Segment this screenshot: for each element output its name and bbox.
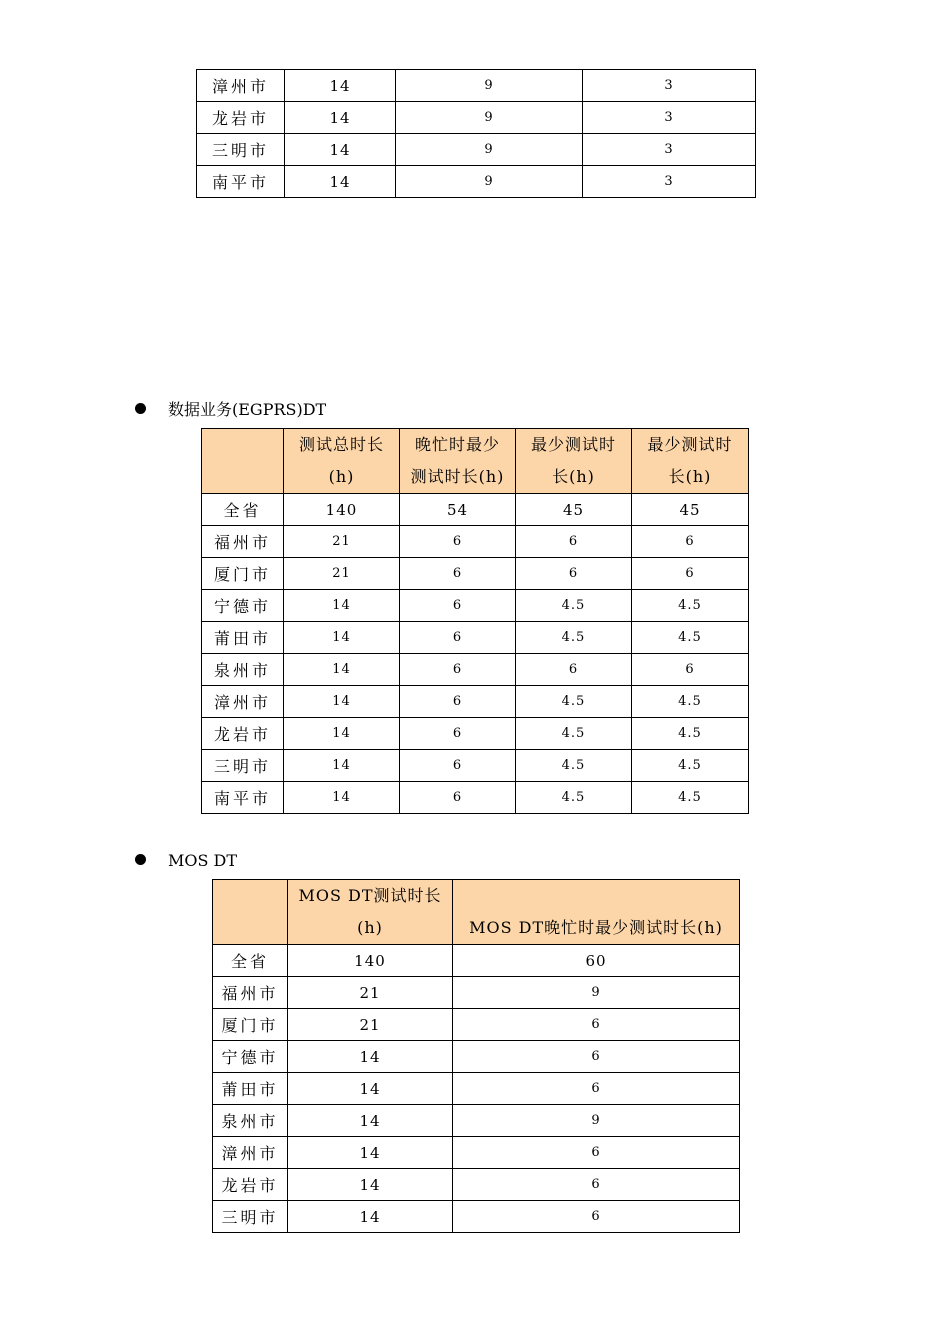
- value-cell: 14: [285, 70, 396, 102]
- table-row: [197, 166, 756, 198]
- value-cell: 6: [400, 686, 516, 718]
- value-cell: 9: [396, 166, 583, 198]
- value-cell: 4.5: [516, 622, 632, 654]
- value-cell: 6: [453, 1009, 740, 1041]
- value-cell: 4.5: [516, 750, 632, 782]
- city-cell: 泉州市: [202, 654, 284, 686]
- value-cell: 3: [583, 134, 756, 166]
- value-cell: 9: [396, 70, 583, 102]
- header-cell: 最少测试时 长(h): [632, 429, 749, 494]
- section-heading-egprs: [135, 399, 326, 421]
- header-cell: 测试总时长 (h): [284, 429, 400, 494]
- mos-dt-table: [212, 879, 740, 1233]
- value-cell: 6: [453, 1073, 740, 1105]
- value-cell: 4.5: [516, 686, 632, 718]
- value-cell: 14: [288, 1073, 453, 1105]
- value-cell: 6: [516, 558, 632, 590]
- value-cell: 6: [632, 654, 749, 686]
- value-cell: 4.5: [632, 622, 749, 654]
- table-body: [213, 880, 740, 1233]
- heading-text: 数据业务(EGPRS)DT: [168, 400, 327, 419]
- value-cell: 14: [288, 1137, 453, 1169]
- value-cell: 6: [453, 1201, 740, 1233]
- value-cell: 9: [396, 102, 583, 134]
- header-cell: MOS DT晚忙时最少测试时长(h): [453, 880, 740, 945]
- value-cell: 14: [284, 782, 400, 814]
- value-cell: 3: [583, 70, 756, 102]
- value-cell: 14: [284, 654, 400, 686]
- value-cell: 54: [400, 494, 516, 526]
- value-cell: 6: [400, 558, 516, 590]
- section-heading-mos: [135, 850, 237, 872]
- value-cell: 14: [285, 102, 396, 134]
- table-row: [213, 1105, 740, 1137]
- table-row: [202, 750, 749, 782]
- table-row: [202, 686, 749, 718]
- value-cell: 4.5: [516, 718, 632, 750]
- city-cell: 漳州市: [202, 686, 284, 718]
- city-cell: 三明市: [202, 750, 284, 782]
- value-cell: 14: [288, 1041, 453, 1073]
- city-cell: 南平市: [197, 166, 285, 198]
- value-cell: 4.5: [632, 590, 749, 622]
- city-cell: 漳州市: [197, 70, 285, 102]
- value-cell: 4.5: [632, 686, 749, 718]
- value-cell: 6: [400, 590, 516, 622]
- value-cell: 14: [284, 718, 400, 750]
- value-cell: 14: [284, 590, 400, 622]
- value-cell: 6: [400, 526, 516, 558]
- city-cell: 福州市: [213, 977, 288, 1009]
- bullet-icon: [135, 854, 146, 865]
- city-cell: 漳州市: [213, 1137, 288, 1169]
- heading-text: MOS DT: [168, 851, 238, 870]
- table-row: [202, 526, 749, 558]
- value-cell: 6: [516, 654, 632, 686]
- table-row: [197, 70, 756, 102]
- city-cell: 莆田市: [213, 1073, 288, 1105]
- value-cell: 6: [400, 782, 516, 814]
- table-row: [213, 1009, 740, 1041]
- table-row: [202, 782, 749, 814]
- header-cell: 晚忙时最少 测试时长(h): [400, 429, 516, 494]
- table-row: [213, 1169, 740, 1201]
- city-cell: 福州市: [202, 526, 284, 558]
- value-cell: 45: [632, 494, 749, 526]
- value-cell: 14: [284, 686, 400, 718]
- value-cell: 4.5: [516, 590, 632, 622]
- value-cell: 14: [284, 750, 400, 782]
- header-cell: 最少测试时 长(h): [516, 429, 632, 494]
- value-cell: 6: [400, 718, 516, 750]
- value-cell: 9: [396, 134, 583, 166]
- value-cell: 21: [284, 558, 400, 590]
- value-cell: 21: [288, 1009, 453, 1041]
- value-cell: 14: [288, 1105, 453, 1137]
- city-cell: 莆田市: [202, 622, 284, 654]
- table-row: [202, 494, 749, 526]
- city-cell: 厦门市: [202, 558, 284, 590]
- value-cell: 21: [288, 977, 453, 1009]
- city-cell: 龙岩市: [202, 718, 284, 750]
- table-row: [197, 102, 756, 134]
- value-cell: 6: [400, 654, 516, 686]
- city-cell: 全省: [213, 945, 288, 977]
- value-cell: 14: [285, 134, 396, 166]
- table-header-row: [213, 880, 740, 945]
- egprs-dt-table: [201, 428, 749, 814]
- value-cell: 21: [284, 526, 400, 558]
- city-cell: 宁德市: [213, 1041, 288, 1073]
- table-row: [202, 622, 749, 654]
- header-cell-empty: [202, 429, 284, 494]
- value-cell: 6: [400, 622, 516, 654]
- table-continuation: [196, 69, 756, 198]
- city-cell: 龙岩市: [197, 102, 285, 134]
- value-cell: 4.5: [516, 782, 632, 814]
- city-cell: 全省: [202, 494, 284, 526]
- table-row: [197, 134, 756, 166]
- table-row: [213, 1137, 740, 1169]
- value-cell: 6: [400, 750, 516, 782]
- value-cell: 45: [516, 494, 632, 526]
- value-cell: 6: [453, 1169, 740, 1201]
- table-row: [202, 590, 749, 622]
- city-cell: 泉州市: [213, 1105, 288, 1137]
- table-header-row: [202, 429, 749, 494]
- table-row: [213, 1201, 740, 1233]
- value-cell: 3: [583, 166, 756, 198]
- table-row: [202, 558, 749, 590]
- value-cell: 4.5: [632, 718, 749, 750]
- value-cell: 14: [288, 1169, 453, 1201]
- table-row: [213, 1041, 740, 1073]
- value-cell: 14: [288, 1201, 453, 1233]
- city-cell: 宁德市: [202, 590, 284, 622]
- value-cell: 9: [453, 977, 740, 1009]
- header-cell: MOS DT测试时长 (h): [288, 880, 453, 945]
- table-row: [202, 654, 749, 686]
- value-cell: 4.5: [632, 782, 749, 814]
- city-cell: 厦门市: [213, 1009, 288, 1041]
- city-cell: 三明市: [213, 1201, 288, 1233]
- value-cell: 4.5: [632, 750, 749, 782]
- value-cell: 6: [453, 1041, 740, 1073]
- city-cell: 南平市: [202, 782, 284, 814]
- value-cell: 14: [284, 622, 400, 654]
- value-cell: 6: [632, 558, 749, 590]
- table-row: [213, 1073, 740, 1105]
- value-cell: 140: [284, 494, 400, 526]
- value-cell: 140: [288, 945, 453, 977]
- value-cell: 9: [453, 1105, 740, 1137]
- value-cell: 3: [583, 102, 756, 134]
- city-cell: 龙岩市: [213, 1169, 288, 1201]
- value-cell: 14: [285, 166, 396, 198]
- value-cell: 60: [453, 945, 740, 977]
- table-body: [197, 70, 756, 198]
- bullet-icon: [135, 403, 146, 414]
- table-body: [202, 429, 749, 814]
- header-cell-empty: [213, 880, 288, 945]
- table-row: [213, 945, 740, 977]
- city-cell: 三明市: [197, 134, 285, 166]
- value-cell: 6: [453, 1137, 740, 1169]
- value-cell: 6: [632, 526, 749, 558]
- table-row: [202, 718, 749, 750]
- table-row: [213, 977, 740, 1009]
- value-cell: 6: [516, 526, 632, 558]
